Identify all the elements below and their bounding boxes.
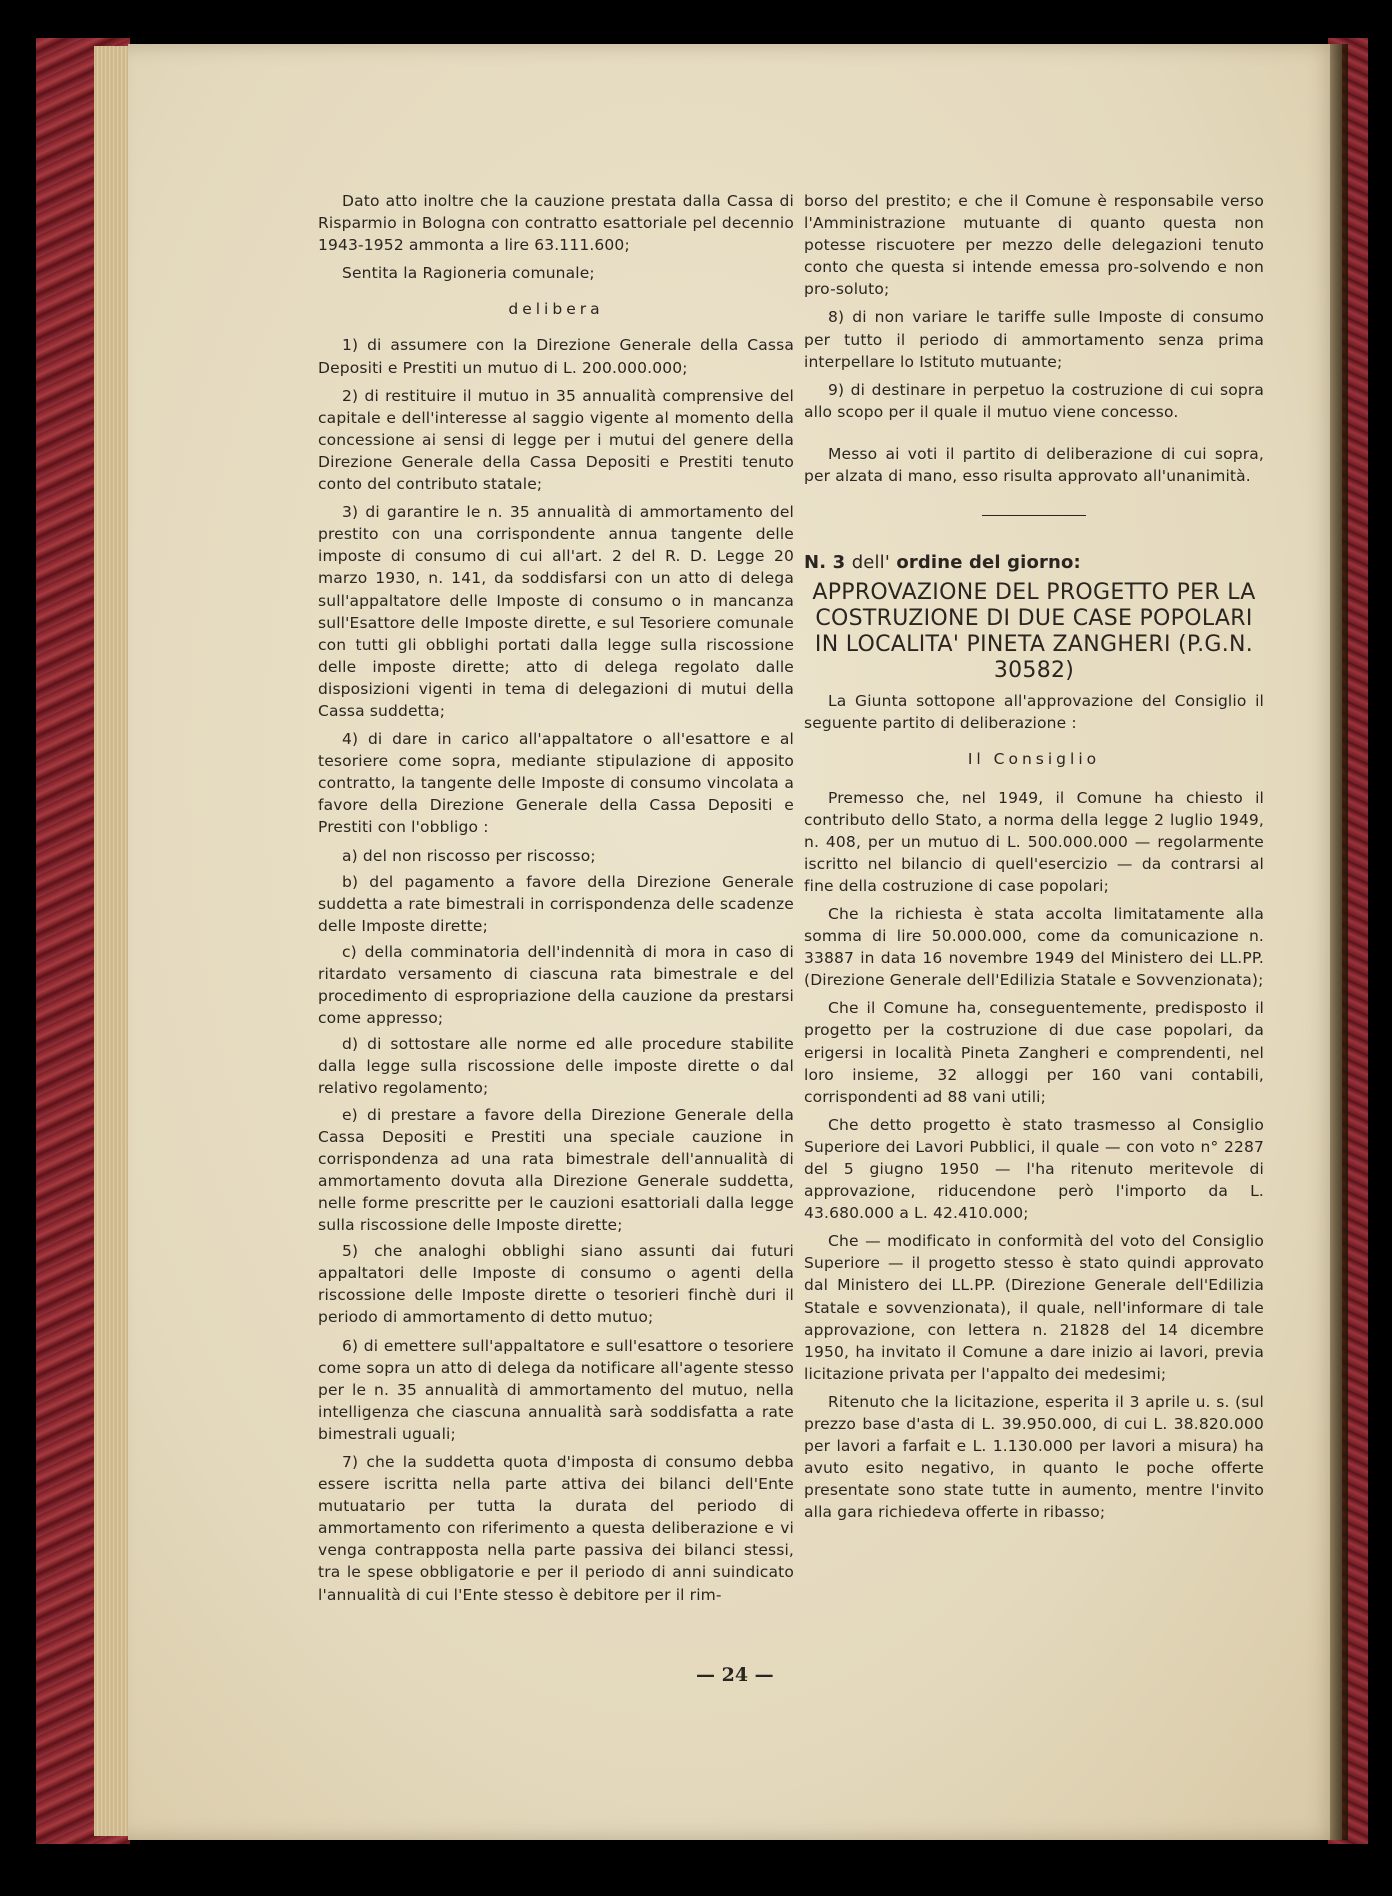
delibera-heading: delibera bbox=[508, 300, 604, 319]
page-number: — 24 — bbox=[696, 1664, 774, 1686]
sub-item: b) del pagamento a favore della Direzione Generale suddetta a rate bimestrali in corrispondenza delle scadenze delle Imposte dirette; bbox=[318, 872, 794, 935]
sub-item: a) del non riscosso per riscosso; bbox=[342, 846, 596, 865]
list-item: 1) di assumere con la Direzione Generale della Cassa Depositi e Prestiti un mutuo di L. 200.000.000; bbox=[318, 336, 794, 377]
paragraph: La Giunta sottopone all'approvazione del Consiglio il seguente partito di deliberazione : bbox=[804, 692, 1264, 733]
right-column bbox=[804, 190, 1264, 1530]
sub-item: d) di sottostare alle norme ed alle procedure stabilite dalla legge sulla riscossione delle imposte dirette o dal relativo regolamento; bbox=[318, 1035, 794, 1098]
list-item: 7) che la suddetta quota d'imposta di consumo debba essere iscritta nella parte attiva dei bilanci dell'Ente mutuatario per tutta la durata del periodo di ammortamento con riferimento a questa deliberazione e vi venga contrapposta nella parte passiva dei bilanci stessi, tra le spese obbligatorie e per il periodo di anni suindicato l'annualità di cui l'Ente stesso è debitore per il rim- bbox=[318, 1452, 794, 1604]
section-title: APPROVAZIONE DEL PROGETTO PER LA COSTRUZIONE DI DUE CASE POPOLARI IN LOCALITA' PINETA ZANGHERI (P.G.N. 30582) bbox=[812, 580, 1256, 684]
agenda-heading bbox=[804, 552, 1264, 574]
agenda-label: ordine del giorno: bbox=[896, 552, 1081, 574]
consiglio-heading: Il Consiglio bbox=[967, 750, 1101, 769]
paragraph: Dato atto inoltre che la cauzione prestata dalla Cassa di Risparmio in Bologna con contratto esattoriale pel decennio 1943-1952 ammonta a lire 63.111.600; bbox=[318, 192, 794, 255]
sub-item: c) della comminatoria dell'indennità di mora in caso di ritardato versamento di ciascuna rata bimestrale e del procedimento di espropriazione della cauzione da prestarsi come appresso; bbox=[318, 942, 794, 1028]
paragraph: Che la richiesta è stata accolta limitatamente alla somma di lire 50.000.000, come da comunicazione n. 33887 in data 16 novembre 1949 del Ministero dei LL.PP. (Direzione Generale dell'Edilizia Statale e Sovvenzionata); bbox=[804, 904, 1264, 990]
agenda-number: N. 3 bbox=[804, 552, 846, 574]
paragraph: Che detto progetto è stato trasmesso al Consiglio Superiore dei Lavori Pubblici, il quale — con voto n° 2287 del 5 giugno 1950 — l'ha ritenuto meritevole di approvazione, riducendone però l'importo da L. 43.680.000 a L. 42.410.000; bbox=[804, 1115, 1264, 1223]
list-item: 3) di garantire le n. 35 annualità di ammortamento del prestito con una corrispondente annua tangente delle imposte di consumo di cui all'art. 2 del R. D. Legge 20 marzo 1930, n. 141, da soddisfarsi con un atto di delega sull'appaltatore delle Imposte di consumo o in mancanza sull'Esattore delle Imposte dirette, e sul Tesoriere comunale con tutti gli obblighi portati dalla legge sulla riscossione delle imposte dirette; atto di delega regolato dalle disposizioni vigenti in tema di delegazioni di mutui della Cassa suddetta; bbox=[318, 503, 794, 720]
list-item: 6) di emettere sull'appaltatore e sull'esattore o tesoriere come sopra un atto di delega da notificare all'agente stesso per le n. 35 annualità di ammortamento del mutuo, nella intelligenza che ciascuna annualità sarà soddisfatta a rate bimestrali uguali; bbox=[318, 1336, 794, 1443]
paragraph: Che — modificato in conformità del voto del Consiglio Superiore — il progetto stesso è stato quindi approvato dal Ministero dei LL.PP. (Direzione Generale dell'Edilizia Statale e sovvenzionata), il quale, nell'informare di tale approvazione, con lettera n. 21828 del 14 dicembre 1950, ha invitato il Comune a dare inizio ai lavori, previa licitazione privata per l'appalto dei medesimi; bbox=[804, 1232, 1264, 1383]
list-item: 5) che analoghi obblighi siano assunti dai futuri appaltatori delle Imposte di consumo o agenti della riscossione delle Imposte dirette o tesorieri finchè duri il periodo di ammortamento di detto mutuo; bbox=[318, 1242, 794, 1327]
binding-gutter bbox=[1330, 44, 1348, 1840]
section-divider bbox=[982, 515, 1086, 516]
left-column bbox=[318, 190, 794, 1612]
list-item: 2) di restituire il mutuo in 35 annualità comprensive del capitale e dell'interesse al saggio vigente al momento della concessione ai sensi di legge per i mutui del genere della Direzione Generale della Cassa Depositi e Prestiti tenuto conto del contributo statale; bbox=[318, 386, 794, 494]
agenda-article: dell' bbox=[851, 552, 890, 574]
sub-item: e) di prestare a favore della Direzione Generale della Cassa Depositi e Prestiti una speciale cauzione in corrispondenza ad una rata bimestrale dell'annualità di ammortamento dovuta alla Direzione Generale suddetta, nelle forme prescritte per le cauzioni esattoriali dalla legge sulla riscossione delle Imposte dirette; bbox=[318, 1105, 794, 1235]
list-item: 8) di non variare le tariffe sulle Imposte di consumo per tutto il periodo di ammortamento senza prima interpellare lo Istituto mutuante; bbox=[804, 308, 1264, 371]
list-item: 9) di destinare in perpetuo la costruzione di cui sopra allo scopo per il quale il mutuo viene concesso. bbox=[804, 380, 1264, 421]
paragraph: Premesso che, nel 1949, il Comune ha chiesto il contributo dello Stato, a norma della legge 2 luglio 1949, n. 408, per un mutuo di L. 500.000.000 — regolarmente iscritto nel bilancio di quell'esercizio — da contrarsi al fine della costruzione di case popolari; bbox=[804, 788, 1264, 895]
list-item: 4) di dare in carico all'appaltatore o all'esattore e al tesoriere come sopra, mediante stipulazione di apposito contratto, la tangente delle Imposte di consumo vincolata a favore della Direzione Generale della Cassa Depositi e Prestiti con l'obbligo : bbox=[318, 730, 794, 837]
paragraph: Che il Comune ha, conseguentemente, predisposto il progetto per la costruzione di due case popolari, da erigersi in località Pineta Zangheri e comprendenti, nel loro insieme, 32 alloggi per 160 vani contabili, corrispondenti ad 88 vani utili; bbox=[804, 999, 1264, 1106]
paragraph: Ritenuto che la licitazione, esperita il 3 aprile u. s. (sul prezzo base d'asta di L. 39.950.000, di cui L. 38.820.000 per lavori a farfait e L. 1.130.000 per lavori a misura) ha avuto esito negativo, in quanto le poche offerte presentate sono state tutte in aumento, mentre l'invito alla gara richiedeva offerte in ribasso; bbox=[804, 1392, 1264, 1522]
vote-paragraph: Messo ai voti il partito di deliberazione di cui sopra, per alzata di mano, esso risulta approvato all'unanimità. bbox=[804, 444, 1264, 486]
continuation-paragraph: borso del prestito; e che il Comune è responsabile verso l'Amministrazione mutuante di quanto questa non potesse riscuotere per mezzo delle delegazioni tenuto conto che questa si intende emessa pro-solvendo e non pro-soluto; bbox=[804, 192, 1264, 299]
paragraph: Sentita la Ragioneria comunale; bbox=[342, 264, 595, 283]
